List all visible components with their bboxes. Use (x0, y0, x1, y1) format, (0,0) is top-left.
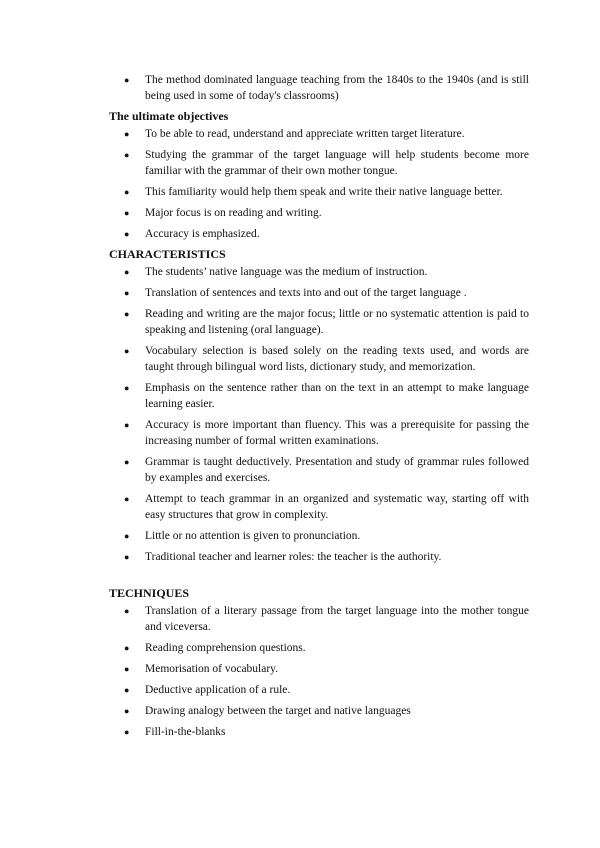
intro-list (0, 72, 600, 104)
list-item: ● This familiarity would help them speak and write their native language better. (124, 186, 503, 198)
bullet-icon: ● (124, 208, 130, 218)
techniques-list (0, 603, 600, 740)
bullet-icon: ● (124, 420, 130, 430)
bullet-icon: ● (124, 685, 130, 695)
bullet-icon: ● (124, 643, 130, 653)
list-item: ● Major focus is on reading and writing. (124, 207, 322, 219)
section-spacer (0, 570, 600, 586)
bullet-icon: ● (124, 187, 130, 197)
bullet-icon: ● (124, 457, 130, 467)
list-item: ● To be able to read, understand and appreciate written target literature. (124, 128, 465, 140)
section-heading-techniques: TECHNIQUES (109, 586, 190, 600)
list-item: ● Grammar is taught deductively. Presentation and study of grammar rules followed by examples and exercises. (124, 456, 529, 484)
bullet-icon: ● (124, 383, 130, 393)
list-item: ● Vocabulary selection is based solely on the reading texts used, and words are taught through bilingual word lists, dictionary study, and memorization. (124, 345, 529, 373)
list-item: ● Translation of a literary passage from the target language into the mother tongue and viceversa. (124, 605, 529, 633)
list-item: ● Reading comprehension questions. (124, 642, 306, 654)
list-item: ● Memorisation of vocabulary. (124, 663, 279, 675)
section-heading-objectives: The ultimate objectives (109, 109, 229, 123)
bullet-icon: ● (124, 494, 130, 504)
bullet-icon: ● (124, 267, 130, 277)
list-item: ● The method dominated language teaching from the 1840s to the 1940s (and is still being used in some of today's classrooms) (124, 74, 529, 102)
bullet-icon: ● (124, 288, 130, 298)
list-item: ● Accuracy is more important than fluency. This was a prerequisite for passing the increasing number of formal written examinations. (124, 419, 529, 447)
list-item: ● Deductive application of a rule. (124, 684, 291, 696)
list-item: ● Attempt to teach grammar in an organized and systematic way, starting off with easy structures that grow in complexity. (124, 493, 529, 521)
list-item: ● Studying the grammar of the target language will help students become more familiar with the grammar of their own mother tongue. (124, 149, 529, 177)
bullet-icon: ● (124, 706, 130, 716)
objectives-list (0, 126, 600, 242)
bullet-icon: ● (124, 664, 130, 674)
bullet-icon: ● (124, 150, 130, 160)
bullet-icon: ● (124, 309, 130, 319)
bullet-icon: ● (124, 346, 130, 356)
list-item: ● Accuracy is emphasized. (124, 228, 260, 240)
document-body (0, 72, 600, 745)
list-item: ● Reading and writing are the major focus; little or no systematic attention is paid to speaking and listening (oral language). (124, 308, 529, 336)
bullet-icon: ● (124, 229, 130, 239)
list-item: ● Drawing analogy between the target and native languages (124, 705, 411, 717)
list-item: ● Fill-in-the-blanks (124, 726, 226, 738)
bullet-icon: ● (124, 531, 130, 541)
bullet-icon: ● (124, 129, 130, 139)
characteristics-list (0, 264, 600, 565)
bullet-icon: ● (124, 75, 130, 85)
bullet-icon: ● (124, 727, 130, 737)
list-item: ● Emphasis on the sentence rather than on the text in an attempt to make language learning easier. (124, 382, 529, 410)
bullet-icon: ● (124, 552, 130, 562)
list-item: ● The students’ native language was the medium of instruction. (124, 266, 428, 278)
bullet-icon: ● (124, 606, 130, 616)
list-item: ● Little or no attention is given to pronunciation. (124, 530, 361, 542)
section-heading-characteristics: CHARACTERISTICS (109, 247, 226, 261)
list-item: ● Traditional teacher and learner roles: the teacher is the authority. (124, 551, 442, 563)
list-item: ● Translation of sentences and texts into and out of the target language . (124, 287, 467, 299)
